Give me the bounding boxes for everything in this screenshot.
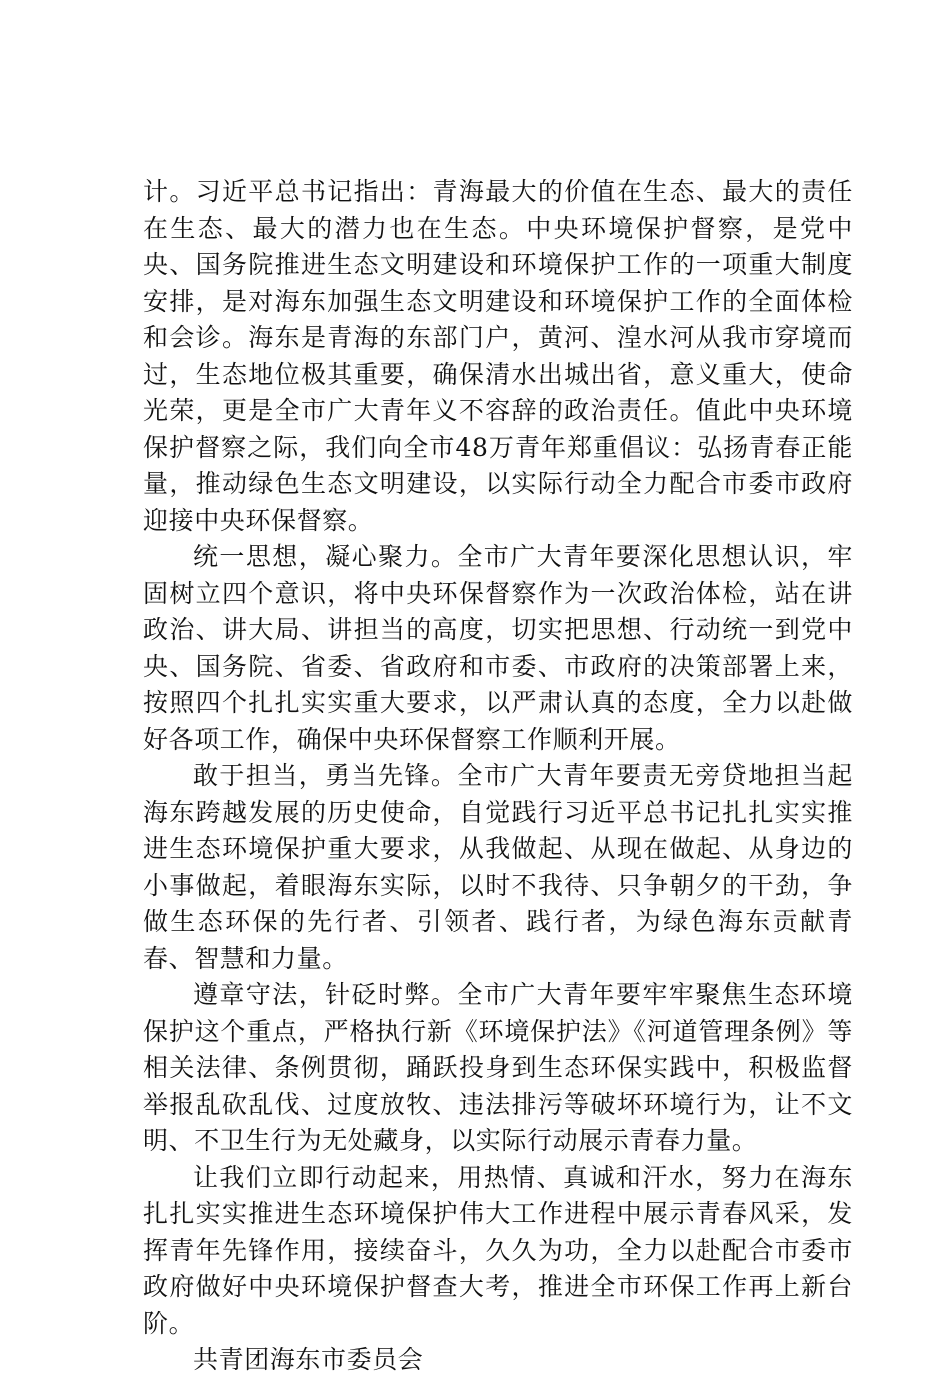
document-body bbox=[143, 174, 853, 1379]
paragraph-intro: 计。习近平总书记指出：青海最大的价值在生态、最大的责任在生态、最大的潜力也在生态。中央环境保护督察，是党中央、国务院推进生态文明建设和环境保护工作的一项重大制度安排，是对海东加强生态文明建设和环境保护工作的全面体检和会诊。海东是青海的东部门户，黄河、湟水河从我市穿境而过，生态地位极其重要，确保清水出城出省，意义重大，使命光荣，更是全市广大青年义不容辞的政治责任。值此中央环境保护督察之际，我们向全市48万青年郑重倡议：弘扬青春正能量，推动绿色生态文明建设，以实际行动全力配合市委市政府迎接中央环保督察。 bbox=[143, 177, 853, 535]
paragraph-call-to-action: 让我们立即行动起来，用热情、真诚和汗水，努力在海东扎扎实实推进生态环境保护伟大工作进程中展示青春风采，发挥青年先锋作用，接续奋斗，久久为功，全力以赴配合市委市政府做好中央环境保护督查大考，推进全市环保工作再上新台阶。 bbox=[143, 1162, 853, 1338]
paragraph-unify-thinking: 统一思想，凝心聚力。全市广大青年要深化思想认识，牢固树立四个意识，将中央环保督察作为一次政治体检，站在讲政治、讲大局、讲担当的高度，切实把思想、行动统一到党中央、国务院、省委、省政府和市委、市政府的决策部署上来，按照四个扎扎实实重大要求，以严肃认真的态度，全力以赴做好各项工作，确保中央环保督察工作顺利开展。 bbox=[143, 542, 853, 754]
paragraph-take-responsibility: 敢于担当，勇当先锋。全市广大青年要责无旁贷地担当起海东跨越发展的历史使命，自觉践行习近平总书记扎扎实实推进生态环境保护重大要求，从我做起、从现在做起、从身边的小事做起，着眼海东实际，以时不我待、只争朝夕的干劲，争做生态环保的先行者、引领者、践行者，为绿色海东贡献青春、智慧和力量。 bbox=[143, 761, 853, 973]
signature: 共青团海东市委员会 bbox=[193, 1345, 424, 1374]
paragraph-abide-law: 遵章守法，针砭时弊。全市广大青年要牢牢聚焦生态环境保护这个重点，严格执行新《环境保护法》《河道管理条例》等相关法律、条例贯彻，踊跃投身到生态环保实践中，积极监督举报乱砍乱伐、过度放牧、违法排污等破坏环境行为，让不文明、不卫生行为无处藏身，以实际行动展示青春力量。 bbox=[143, 980, 853, 1155]
